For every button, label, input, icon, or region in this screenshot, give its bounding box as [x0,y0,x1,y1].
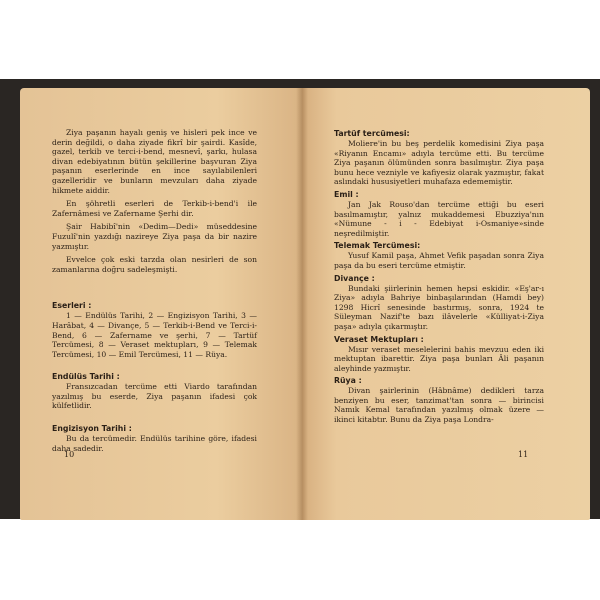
section-heading: Endülüs Tarihi : [52,372,120,382]
section-text: Yusuf Kamil paşa, Ahmet Vefik paşadan sonra Ziya paşa da bu eseri tercüme etmiştir. [334,251,544,270]
section-heading: Veraset Mektupları : [334,334,424,344]
section-heading: Divançe : [334,273,375,283]
page-number: 11 [518,450,529,459]
section-heading: Telemak Tercümesi: [334,241,421,251]
paragraph: Ziya paşanın hayalı geniş ve hisleri pek ince ve derin değildi, o daha ziyade fikrî bir şairdi. Kasîde, gazel, terkib ve terci-i-bend, mesnevî, şarkı, hulasa divan edebiyatının bütün şekillerine başvuran Ziya paşanın eserlerinde en ince sayılabilenleri gazelleridir ve bunların mevzuları daha ziyade hikmete aiddir. [52,128,257,195]
section-text: Bu da tercümedir. Endülüs tarihine göre, ifadesi daha sadedir. [52,434,257,453]
section-text: 1 — Endülüs Tarihi, 2 — Engizisyon Tarihi, 3 — Harâbat, 4 — Divançe, 5 — Terkib-i-Bend ve Terci-i-Bend, 6 — Zafername ve şerhi, 7 — Tartüf Tercümesi, 8 — Veraset mektupları, 9 — Telemak Tercümesi, 10 — Emil Tercümesi, 11 — Rüya. [52,311,257,359]
paragraph: Evvelce çok eski tarzda olan nesirleri de son zamanlarına doğru sadeleşmişti. [52,255,257,274]
page-number: 10 [64,450,75,459]
section-heading: Emil : [334,189,359,199]
section-text: Mısır veraset meselelerini bahis mevzuu eden iki mektuptan ibarettir. Ziya paşa bunları Âli paşanın aleyhinde yazmıştır. [334,344,544,373]
paragraph: Şair Habibî'nin «Dedim—Dedi» müseddesine Fuzulî'nin yazdığı nazireye Ziya paşa da bir nazire yazmıştır. [52,222,257,251]
section-heading: Rüya : [334,376,362,386]
book-gutter [296,88,308,520]
section-heading: Tartüf tercümesi: [334,129,410,138]
section-text: Moliere'in bu beş perdelik komedisini Ziya paşa «Riyanın Encamı» adıyla tercüme etti. Bu tercüme Ziya paşanın ölümünden sonra basılmıştır. Ziya paşa bunu hece vezniyle ve kafiyesiz olarak yazmıştır, fakat aslındaki hususiyetleri muhafaza edememiştir. [334,139,544,187]
left-page-text [52,128,257,453]
section-heading: Engizisyon Tarihi : [52,424,132,434]
section-text: Jan Jak Rouso'dan tercüme ettiği bu eseri basılmamıştır, yalnız mukaddemesi Ebuzziya'nın «Nümune - i - Edebiyat i-Osmaniye»sinde neşredilmiştir. [334,199,544,238]
section-text: Bundaki şiirlerinin hemen hepsi eskidir. «Eş'ar-ı Ziya» adıyla Bahriye binbaşılarından (Hamdi bey) 1298 Hicrî senesinde bastırmış, sonra, 1924 te Süleyman Nazif'te bazı ilâvelerle «Külliyat-i-Ziya paşa» adıyla çıkarmıştır. [334,283,544,331]
section-heading: Eserleri : [52,301,92,311]
paragraph: En şöhretli eserleri de Terkib-i-bend'i ile Zafernâmesi ve Zafername Şerhi dir. [52,199,257,218]
right-page-text [334,128,544,425]
section-text: Divan şairlerinin (Hâbnâme) dedikleri tarza benziyen bu eser, tanzimat'tan sonra — birincisi Namık Kemal tarafından yazılmış olmak üzere — ikinci kitabtır. Bunu da Ziya paşa Londra- [334,386,544,425]
section-text: Fransızcadan tercüme etti Viardo tarafından yazılmış bu eserde, Ziya paşanın ifadesi çok külfetlidir. [52,382,257,411]
